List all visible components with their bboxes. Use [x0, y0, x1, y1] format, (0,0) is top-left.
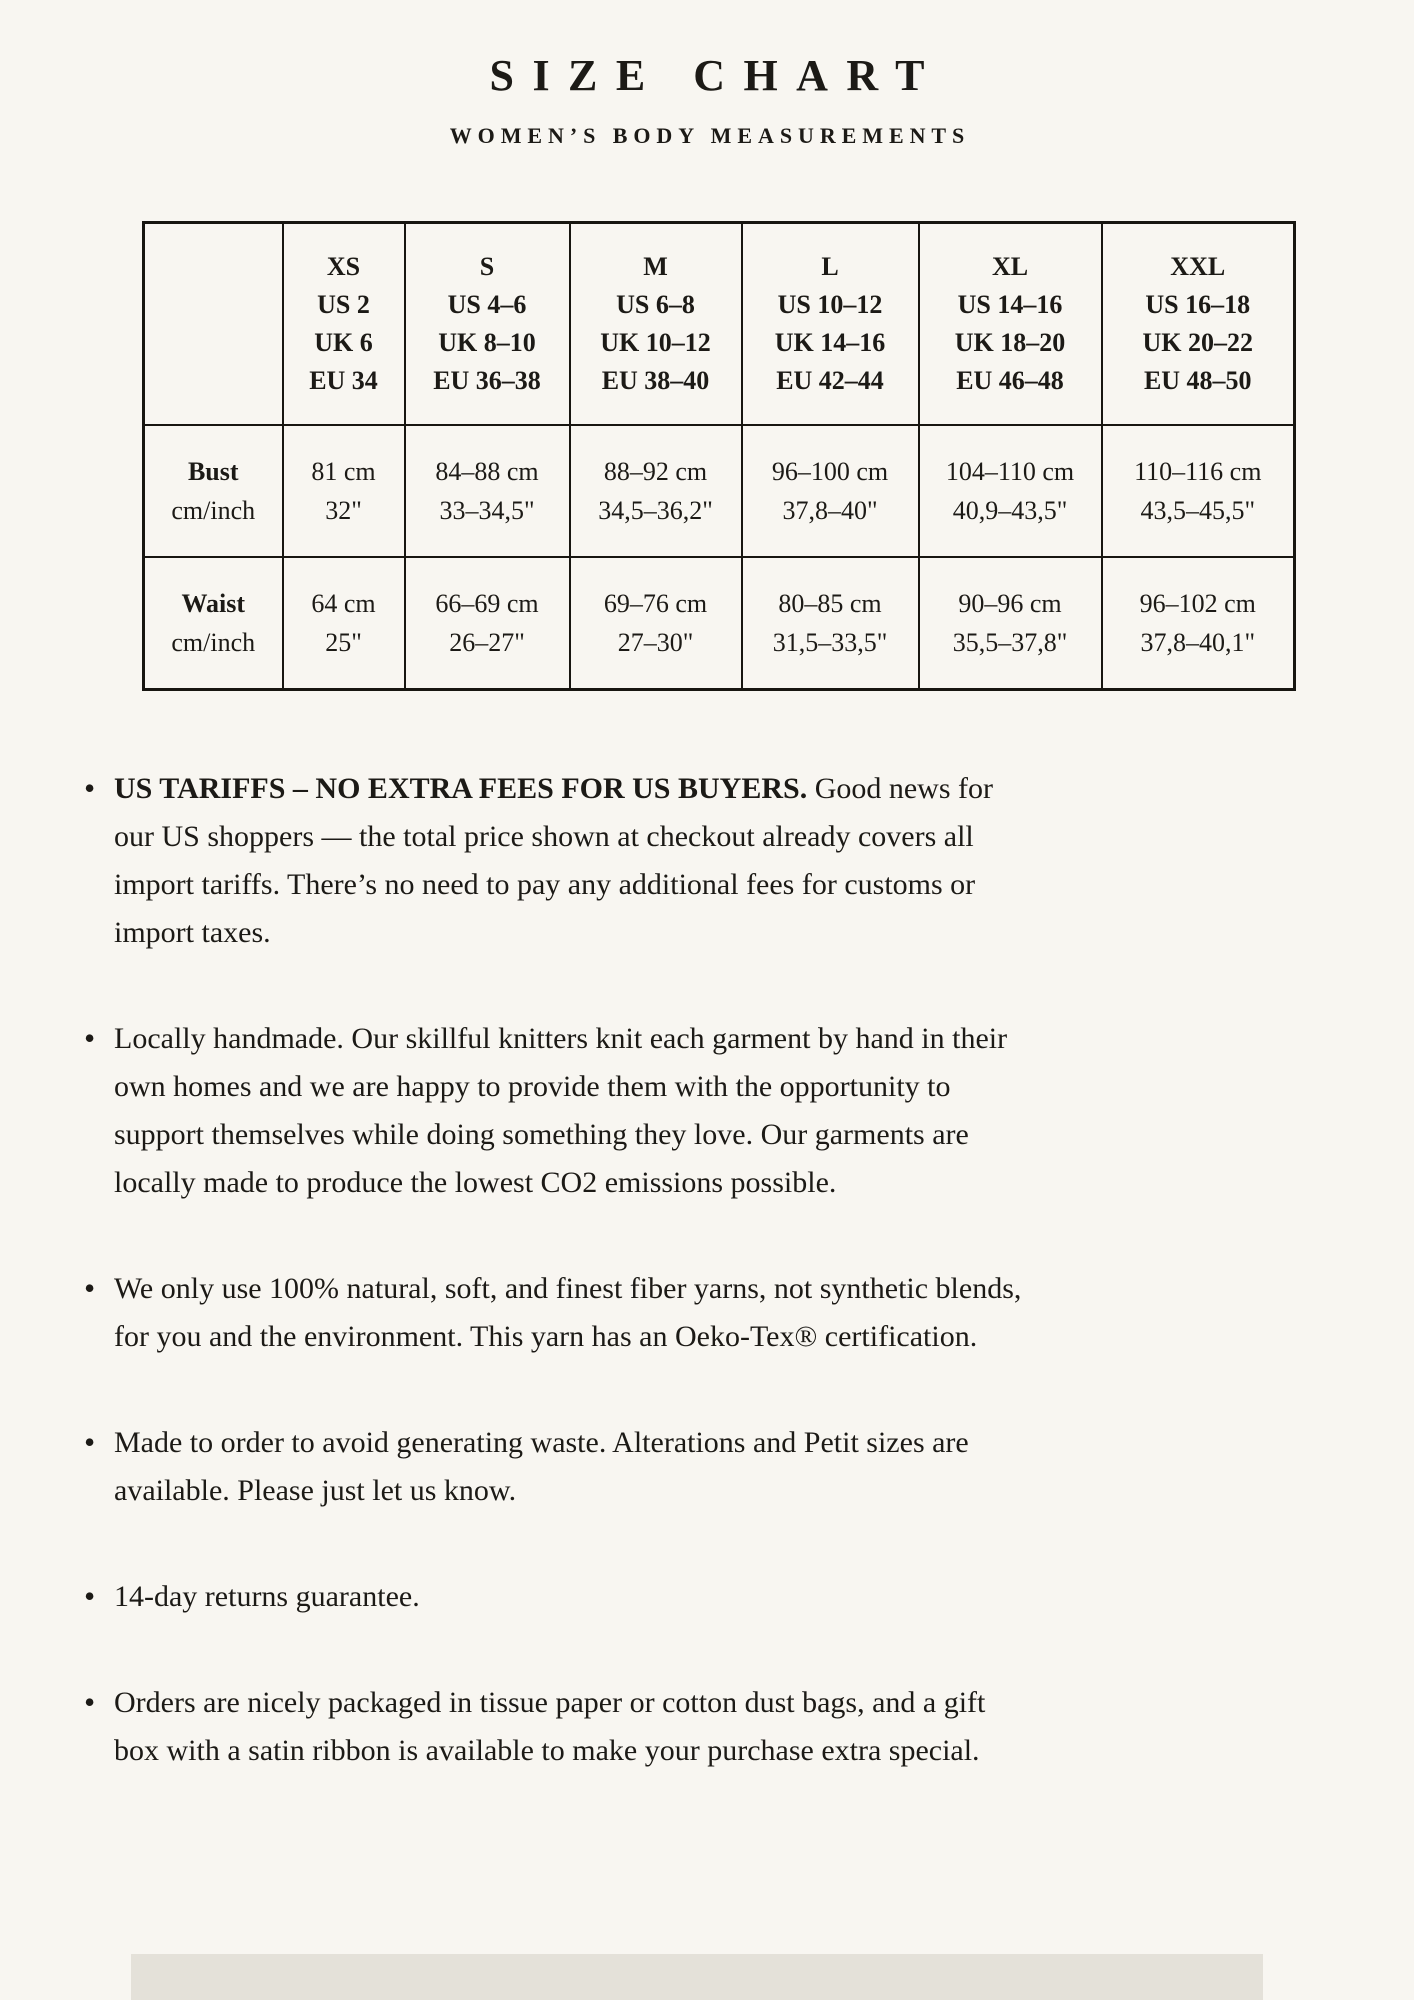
- inch-value: 25": [325, 627, 362, 657]
- eu-size: EU 48–50: [1143, 366, 1252, 395]
- page-subtitle: WOMEN’S BODY MEASUREMENTS: [449, 123, 971, 148]
- note-text: We only use 100% natural, soft, and finest fiber yarns, not synthetic blends, for you and the environment. This yarn has an Oeko-Tex® certification.: [114, 1271, 1022, 1353]
- note-returns-guarantee: [84, 1573, 1022, 1621]
- row-unit: cm/inch: [171, 627, 256, 657]
- inch-value: 34,5–36,2": [598, 496, 713, 525]
- inch-value: 35,5–37,8": [952, 627, 1068, 657]
- row-unit: cm/inch: [171, 496, 256, 525]
- us-size: US 14–16: [957, 290, 1063, 319]
- size-label: S: [479, 252, 495, 281]
- uk-size: UK 10–12: [600, 328, 711, 357]
- inch-value: 43,5–45,5": [1140, 496, 1256, 525]
- waist-m-cell: [570, 557, 742, 689]
- bust-m-cell: [570, 425, 742, 557]
- eu-size: EU 34: [309, 366, 378, 395]
- us-size: US 10–12: [777, 290, 883, 319]
- size-label: M: [643, 252, 668, 281]
- column-header-s: [405, 223, 570, 426]
- cm-value: 84–88 cm: [435, 457, 539, 486]
- bust-l-cell: [742, 425, 919, 557]
- cm-value: 104–110 cm: [945, 457, 1075, 486]
- cm-value: 69–76 cm: [603, 588, 708, 618]
- waist-xs-cell: [283, 557, 405, 689]
- bust-s-cell: [405, 425, 570, 557]
- cm-value: 96–102 cm: [1139, 588, 1256, 618]
- size-label: L: [821, 252, 839, 281]
- bust-xl-cell: [919, 425, 1102, 557]
- us-size: US 6–8: [616, 290, 695, 319]
- eu-size: EU 38–40: [601, 366, 710, 395]
- cm-value: 81 cm: [311, 457, 376, 486]
- us-size: US 4–6: [447, 290, 527, 319]
- cm-value: 66–69 cm: [435, 588, 539, 618]
- note-text: Good news for our US shoppers — the total price shown at checkout already covers all import tariffs. There’s no need to pay any additional fees for customs or import taxes.: [114, 771, 994, 949]
- page-title: SIZE CHART: [489, 51, 943, 100]
- uk-size: UK 6: [314, 328, 373, 357]
- us-size: US 2: [317, 290, 370, 319]
- inch-value: 26–27": [449, 627, 525, 657]
- bust-xxl-cell: [1102, 425, 1295, 557]
- inch-value: 32": [325, 496, 362, 525]
- column-header-xl: [919, 223, 1102, 426]
- eu-size: EU 46–48: [956, 366, 1064, 395]
- cm-value: 90–96 cm: [958, 588, 1062, 618]
- table-corner-cell: [144, 223, 283, 426]
- column-header-l: [742, 223, 919, 426]
- waist-s-cell: [405, 557, 570, 689]
- row-label: Bust: [187, 457, 239, 486]
- note-text: Locally handmade. Our skillful knitters knit each garment by hand in their own homes and we are happy to provide them with the opportunity to support themselves while doing something they love. Our garments are locally made to produce the lowest CO2 emissions possible.: [114, 1021, 1008, 1199]
- bust-row: [144, 425, 1295, 557]
- cm-value: 88–92 cm: [603, 457, 708, 486]
- us-size: US 16–18: [1145, 290, 1251, 319]
- note-text: Made to order to avoid generating waste. Alterations and Petit sizes are available. Please just let us know.: [114, 1425, 969, 1507]
- size-label: XXL: [1170, 252, 1226, 281]
- product-notes-list: [84, 765, 1022, 1775]
- cm-value: 80–85 cm: [778, 588, 882, 618]
- uk-size: UK 14–16: [774, 328, 886, 357]
- cropped-bottom-section: [131, 1954, 1263, 2000]
- inch-value: 31,5–33,5": [772, 627, 888, 657]
- row-label: Waist: [181, 588, 246, 618]
- inch-value: 33–34,5": [439, 496, 535, 525]
- inch-value: 37,8–40": [782, 496, 878, 525]
- uk-size: UK 18–20: [954, 328, 1066, 357]
- waist-xxl-cell: [1102, 557, 1295, 689]
- waist-row: [144, 557, 1295, 689]
- inch-value: 27–30": [617, 627, 694, 657]
- eu-size: EU 42–44: [776, 366, 884, 395]
- uk-size: UK 20–22: [1142, 328, 1253, 357]
- note-us-tariffs: [84, 765, 1022, 957]
- note-made-to-order: [84, 1419, 1022, 1515]
- note-packaging: [84, 1679, 1022, 1775]
- waist-row-label-cell: [144, 557, 283, 689]
- note-bold-lead: US TARIFFS – NO EXTRA FEES FOR US BUYERS.: [114, 771, 808, 805]
- eu-size: EU 36–38: [433, 366, 541, 395]
- size-chart-table: [142, 221, 1296, 691]
- cm-value: 110–116 cm: [1134, 457, 1262, 486]
- column-header-xs: [283, 223, 405, 426]
- waist-l-cell: [742, 557, 919, 689]
- bust-row-label-cell: [144, 425, 283, 557]
- table-header-row: [144, 223, 1295, 426]
- column-header-m: [570, 223, 742, 426]
- note-locally-handmade: [84, 1015, 1022, 1207]
- cm-value: 96–100 cm: [771, 457, 889, 486]
- note-natural-yarns: [84, 1265, 1022, 1361]
- column-header-xxl: [1102, 223, 1295, 426]
- cm-value: 64 cm: [311, 588, 376, 618]
- size-label: XS: [326, 252, 361, 281]
- waist-xl-cell: [919, 557, 1102, 689]
- size-label: XL: [991, 252, 1029, 281]
- inch-value: 37,8–40,1": [1140, 627, 1256, 657]
- uk-size: UK 8–10: [438, 328, 536, 357]
- bust-xs-cell: [283, 425, 405, 557]
- inch-value: 40,9–43,5": [952, 496, 1068, 525]
- note-text: 14-day returns guarantee.: [114, 1579, 420, 1613]
- note-text: Orders are nicely packaged in tissue paper or cotton dust bags, and a gift box with a satin ribbon is available to make your purchase extra special.: [114, 1685, 986, 1767]
